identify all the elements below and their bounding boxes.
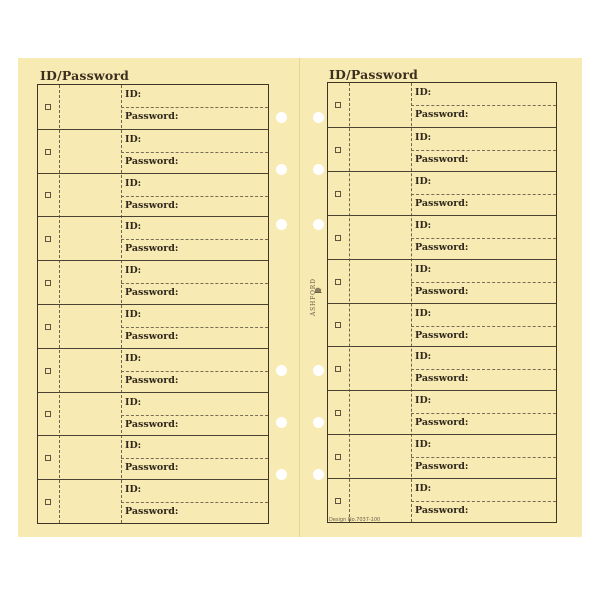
entry-row [38, 173, 268, 217]
password-label: Password: [125, 462, 179, 474]
id-password-divider [121, 283, 268, 284]
entry-checkbox[interactable] [45, 104, 51, 110]
entry-checkbox[interactable] [335, 147, 341, 153]
password-label: Password: [125, 506, 179, 518]
id-label: ID: [125, 177, 142, 189]
id-password-divider [411, 238, 556, 239]
id-label: ID: [415, 483, 432, 495]
entry-checkbox[interactable] [45, 324, 51, 330]
entry-row [38, 304, 268, 348]
entry-row [38, 216, 268, 260]
design-number: Design No.7037-100 [329, 517, 381, 523]
entry-row [38, 260, 268, 304]
entry-checkbox[interactable] [45, 192, 51, 198]
id-password-divider [411, 105, 556, 106]
entry-checkbox[interactable] [335, 454, 341, 460]
punch-hole [313, 417, 324, 428]
punch-hole [276, 112, 287, 123]
id-password-divider [411, 501, 556, 502]
entry-checkbox[interactable] [45, 499, 51, 505]
id-label: ID: [125, 484, 142, 496]
punch-hole [313, 164, 324, 175]
brand-mark [305, 280, 333, 320]
id-label: ID: [125, 89, 142, 100]
entry-row [328, 259, 556, 303]
entry-row [38, 348, 268, 392]
password-label: Password: [415, 109, 469, 120]
id-password-divider [411, 326, 556, 327]
id-label: ID: [415, 175, 432, 187]
id-label: ID: [415, 395, 432, 407]
entry-row [328, 434, 556, 478]
password-label: Password: [125, 199, 179, 211]
id-password-divider [121, 415, 268, 416]
password-label: Password: [415, 461, 469, 473]
entry-checkbox[interactable] [45, 368, 51, 374]
entry-checkbox[interactable] [45, 280, 51, 286]
entry-row [38, 435, 268, 479]
punch-hole [276, 164, 287, 175]
password-label: Password: [125, 418, 179, 430]
password-label: Password: [125, 155, 179, 167]
entry-checkbox[interactable] [45, 149, 51, 155]
entry-checkbox[interactable] [335, 322, 341, 328]
password-label: Password: [415, 197, 469, 209]
entry-table-right [327, 82, 557, 523]
password-label: Password: [415, 329, 469, 341]
entry-row [328, 215, 556, 259]
password-label: Password: [415, 417, 469, 429]
id-password-divider [121, 458, 268, 459]
id-password-divider [411, 369, 556, 370]
id-label: ID: [125, 309, 142, 320]
entry-row [328, 171, 556, 215]
id-label: ID: [125, 133, 142, 145]
entry-row [328, 390, 556, 434]
id-label: ID: [125, 440, 142, 452]
entry-row [38, 85, 268, 129]
punch-hole [313, 219, 324, 230]
id-password-divider [121, 196, 268, 197]
entry-row [328, 83, 556, 127]
punch-hole [313, 112, 324, 123]
entry-row [38, 392, 268, 436]
entry-checkbox[interactable] [45, 455, 51, 461]
punch-hole [313, 365, 324, 376]
entry-row [328, 346, 556, 390]
page-fold [299, 58, 300, 537]
password-label: Password: [125, 243, 179, 255]
entry-row [328, 478, 556, 522]
id-label: ID: [415, 263, 432, 275]
punch-hole [276, 365, 287, 376]
password-label: Password: [125, 331, 179, 342]
id-password-divider [121, 107, 268, 108]
entry-row [328, 127, 556, 171]
id-password-divider [411, 194, 556, 195]
password-label: Password: [415, 505, 469, 517]
page-title-right: ID/Password [329, 67, 419, 82]
punch-hole [313, 469, 324, 480]
id-password-divider [411, 413, 556, 414]
id-label: ID: [125, 396, 142, 408]
punch-hole [276, 469, 287, 480]
password-label: Password: [415, 153, 469, 165]
entry-row [38, 479, 268, 523]
page-title-left: ID/Password [40, 68, 130, 83]
id-password-divider [121, 152, 268, 153]
id-password-divider [411, 457, 556, 458]
password-label: Password: [125, 111, 179, 122]
id-label: ID: [415, 439, 432, 451]
id-label: ID: [415, 87, 432, 98]
punch-hole [276, 219, 287, 230]
password-label: Password: [415, 373, 469, 385]
id-label: ID: [125, 221, 142, 233]
id-label: ID: [125, 352, 142, 364]
id-password-divider [121, 502, 268, 503]
entry-checkbox[interactable] [335, 191, 341, 197]
entry-row [38, 129, 268, 173]
id-password-divider [121, 371, 268, 372]
id-password-divider [121, 327, 268, 328]
punch-hole [276, 417, 287, 428]
entry-checkbox[interactable] [45, 411, 51, 417]
password-label: Password: [125, 287, 179, 299]
id-label: ID: [415, 307, 432, 319]
id-password-divider [121, 239, 268, 240]
entry-checkbox[interactable] [335, 366, 341, 372]
entry-table-left [37, 84, 269, 524]
brand-name: ASHFORD [310, 278, 317, 316]
entry-checkbox[interactable] [335, 498, 341, 504]
entry-checkbox[interactable] [335, 235, 341, 241]
id-password-divider [411, 282, 556, 283]
password-label: Password: [125, 374, 179, 386]
id-label: ID: [125, 265, 142, 277]
password-label: Password: [415, 241, 469, 253]
entry-checkbox[interactable] [45, 236, 51, 242]
id-password-divider [411, 150, 556, 151]
id-label: ID: [415, 131, 432, 143]
password-label: Password: [415, 285, 469, 297]
entry-checkbox[interactable] [335, 279, 341, 285]
entry-checkbox[interactable] [335, 410, 341, 416]
entry-checkbox[interactable] [335, 102, 341, 108]
entry-row [328, 303, 556, 347]
id-label: ID: [415, 219, 432, 231]
id-label: ID: [415, 351, 432, 363]
